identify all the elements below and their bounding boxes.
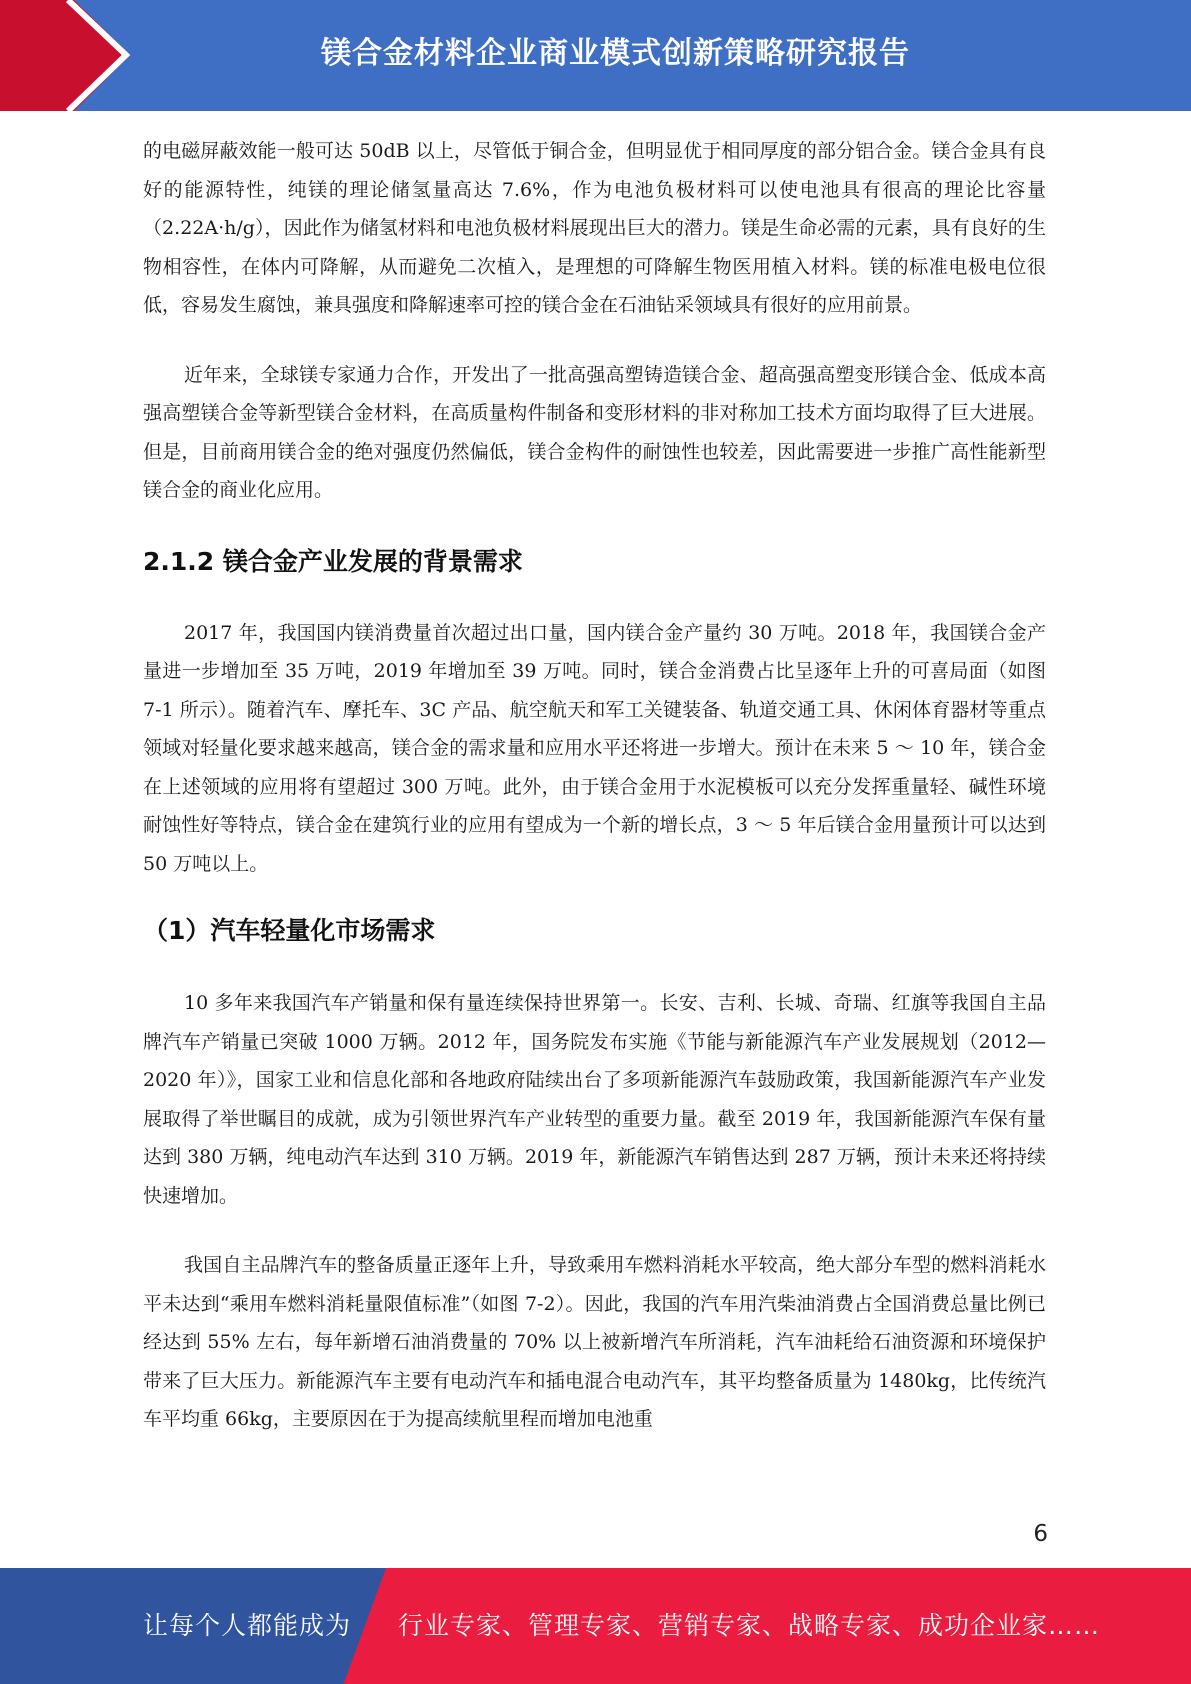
paragraph-properties: 的电磁屏蔽效能一般可达 50dB 以上，尽管低于铜合金，但明显优于相同厚度的部分铝合金。镁合金具有良好的能源特性，纯镁的理论储氢量高达 7.6%，作为电池负极材料可以使电池具有很高的理论比容量（2.22A·h/g），因此作为储氢材料和电池负极材料展现出巨大的潜力。镁是生命必需的元素，具有良好的生物相容性，在体内可降解，从而避免二次植入，是理想的可降解生物医用植入材料。镁的标准电极电位很低，容易发生腐蚀，兼具强度和降解速率可控的镁合金在石油钻采领域具有很好的应用前景。: [143, 140, 1046, 316]
paragraph-consumption: 2017 年，我国国内镁消费量首次超过出口量，国内镁合金产量约 30 万吨。2018 年，我国镁合金产量进一步增加至 35 万吨，2019 年增加至 39 万吨。同时，镁合金消费占比呈逐年上升的可喜局面（如图 7-1 所示）。随着汽车、摩托车、3C 产品、航空航天和军工关键装备、轨道交通工具、休闲体育器材等重点领域对轻量化要求越来越高，镁合金的需求量和应用水平还将进一步增大。预计在未来 5 ～ 10 年，镁合金在上述领域的应用将有望超过 300 万吨。此外，由于镁合金用于水泥模板可以充分发挥重量轻、碱性环境耐蚀性好等特点，镁合金在建筑行业的应用有望成为一个新的增长点，3 ～ 5 年后镁合金用量预计可以达到 50 万吨以上。: [143, 621, 1046, 875]
paragraph-auto-market: 10 多年来我国汽车产销量和保有量连续保持世界第一。长安、吉利、长城、奇瑞、红旗等我国自主品牌汽车产销量已突破 1000 万辆。2012 年，国务院发布实施《节能与新能源汽车产业发展规划（2012—2020 年）》，国家工业和信息化部和各地政府陆续出台了多项新能源汽车鼓励政策，我国新能源汽车产业发展取得了举世瞩目的成就，成为引领世界汽车产业转型的重要力量。截至 2019 年，我国新能源汽车保有量达到 380 万辆，纯电动汽车达到 310 万辆。2019 年，新能源汽车销售达到 287 万辆，预计未来还将持续快速增加。: [143, 992, 1046, 1207]
page-number: 6: [1033, 1521, 1048, 1547]
footer-banner: [0, 1568, 1191, 1684]
page-body: [143, 132, 1046, 1439]
header-banner: [0, 0, 1191, 111]
report-title: 镁合金材料企业商业模式创新策略研究报告: [321, 36, 910, 71]
footer-slogan-right: 行业专家、管理专家、营销专家、战略专家、成功企业家……: [398, 1611, 1101, 1640]
subsection-heading-automotive: （1）汽车轻量化市场需求: [143, 916, 436, 945]
footer-slogan-left: 让每个人都能成为: [143, 1611, 352, 1640]
paragraph-fuel-consumption: 我国自主品牌汽车的整备质量正逐年上升，导致乘用车燃料消耗水平较高，绝大部分车型的燃料消耗水平未达到“乘用车燃料消耗量限值标准”（如图 7-2）。因此，我国的汽车用汽柴油消费占全国消费总量比例已经达到 55% 左右，每年新增石油消费量的 70% 以上被新增汽车所消耗，汽车油耗给石油资源和环境保护带来了巨大压力。新能源汽车主要有电动汽车和插电混合电动汽车，其平均整备质量为 1480kg，比传统汽车平均重 66kg，主要原因在于为提高续航里程而增加电池重: [143, 1254, 1046, 1430]
section-heading-background: 2.1.2 镁合金产业发展的背景需求: [143, 546, 523, 576]
paragraph-new-alloys: 近年来，全球镁专家通力合作，开发出了一批高强高塑铸造镁合金、超高强高塑变形镁合金、低成本高强高塑镁合金等新型镁合金材料，在高质量构件制备和变形材料的非对称加工技术方面均取得了巨大进展。但是，目前商用镁合金的绝对强度仍然偏低，镁合金构件的耐蚀性也较差，因此需要进一步推广高性能新型镁合金的商业化应用。: [143, 363, 1046, 501]
